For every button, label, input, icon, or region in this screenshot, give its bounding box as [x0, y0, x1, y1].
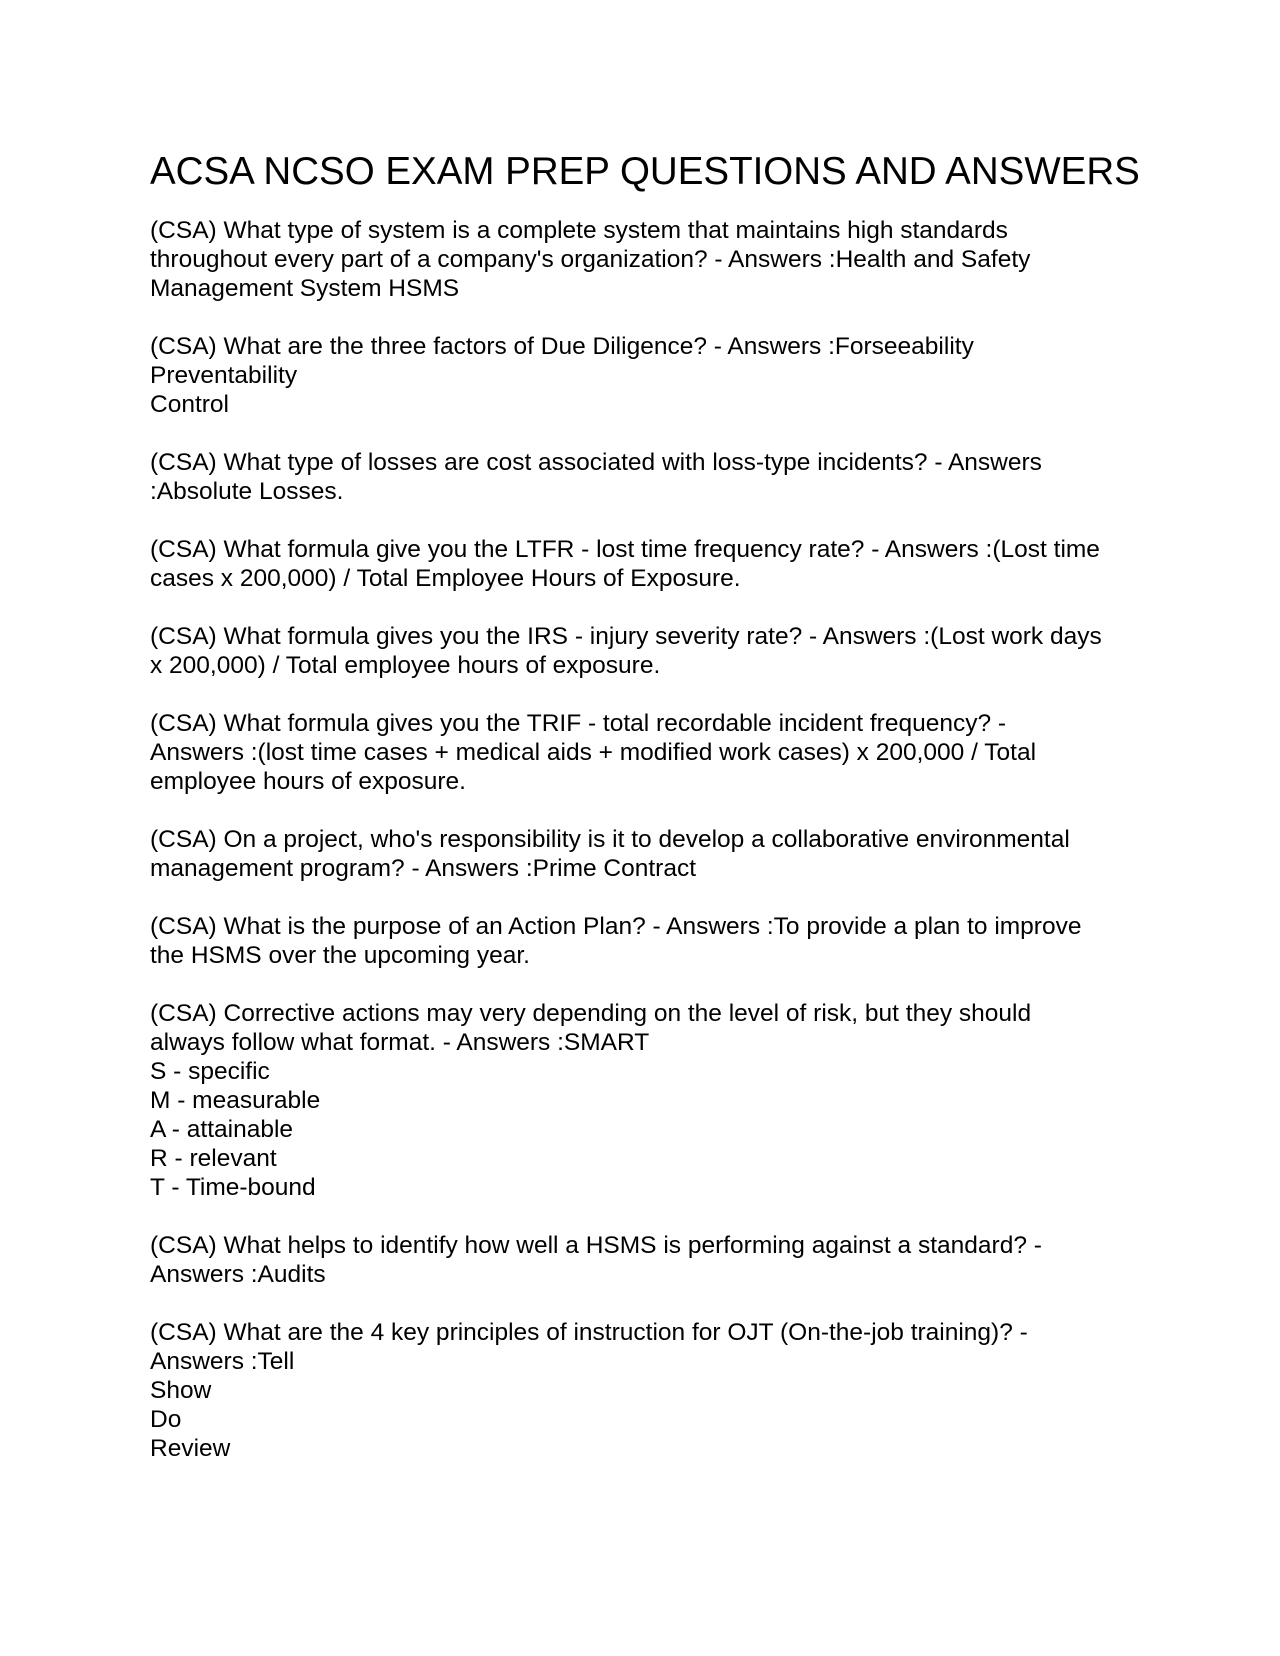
qa-line: Answers :Audits [150, 1261, 326, 1288]
qa-entry-8 [150, 912, 1150, 970]
qa-line: employee hours of exposure. [150, 768, 466, 795]
qa-line: Control [150, 391, 229, 418]
qa-entry-10 [150, 1231, 1150, 1289]
qa-entry-4 [150, 535, 1150, 593]
qa-entry-11 [150, 1318, 1150, 1463]
qa-line: (CSA) What formula give you the LTFR - lost time frequency rate? - Answers :(Lost time [150, 536, 1100, 563]
qa-line: T - Time-bound [150, 1174, 316, 1201]
qa-entry-2 [150, 332, 1150, 419]
qa-line: S - specific [150, 1058, 270, 1085]
qa-line: (CSA) What type of system is a complete system that maintains high standards [150, 217, 1008, 244]
qa-line: Answers :Tell [150, 1348, 295, 1375]
qa-line: Show [150, 1377, 212, 1404]
qa-line: :Absolute Losses. [150, 478, 344, 505]
qa-line: cases x 200,000) / Total Employee Hours of Exposure. [150, 565, 741, 592]
qa-line: R - relevant [150, 1145, 277, 1172]
document-page [150, 150, 1150, 1492]
qa-entry-1 [150, 216, 1150, 303]
qa-line: always follow what format. - Answers :SMART [150, 1029, 650, 1056]
qa-line: (CSA) On a project, who's responsibility is it to develop a collaborative environmental [150, 826, 1070, 853]
qa-entry-6 [150, 709, 1150, 796]
qa-line: (CSA) What type of losses are cost associated with loss-type incidents? - Answers [150, 449, 1042, 476]
qa-line: Preventability [150, 362, 298, 389]
qa-line: Do [150, 1406, 182, 1433]
qa-line: A - attainable [150, 1116, 294, 1143]
qa-line: (CSA) What formula gives you the TRIF - total recordable incident frequency? - [150, 710, 1007, 737]
qa-entry-3 [150, 448, 1150, 506]
qa-line: Management System HSMS [150, 275, 460, 302]
qa-entry-7 [150, 825, 1150, 883]
qa-entry-5 [150, 622, 1150, 680]
qa-line: (CSA) Corrective actions may very depending on the level of risk, but they should [150, 1000, 1032, 1027]
qa-line: management program? - Answers :Prime Contract [150, 855, 697, 882]
document-title: ACSA NCSO EXAM PREP QUESTIONS AND ANSWERS [150, 150, 1140, 193]
qa-line: Answers :(lost time cases + medical aids + modified work cases) x 200,000 / Total [150, 739, 1037, 766]
qa-line: (CSA) What formula gives you the IRS - injury severity rate? - Answers :(Lost work days [150, 623, 1102, 650]
qa-line: (CSA) What are the 4 key principles of instruction for OJT (On-the-job training)? - [150, 1319, 1028, 1346]
qa-line: M - measurable [150, 1087, 321, 1114]
qa-entry-9 [150, 999, 1150, 1202]
qa-line: (CSA) What is the purpose of an Action Plan? - Answers :To provide a plan to improve [150, 913, 1082, 940]
qa-line: the HSMS over the upcoming year. [150, 942, 530, 969]
qa-line: x 200,000) / Total employee hours of exposure. [150, 652, 661, 679]
qa-line: (CSA) What are the three factors of Due Diligence? - Answers :Forseeability [150, 333, 974, 360]
qa-line: Review [150, 1435, 231, 1462]
qa-line: throughout every part of a company's organization? - Answers :Health and Safety [150, 246, 1031, 273]
qa-line: (CSA) What helps to identify how well a HSMS is performing against a standard? - [150, 1232, 1042, 1259]
